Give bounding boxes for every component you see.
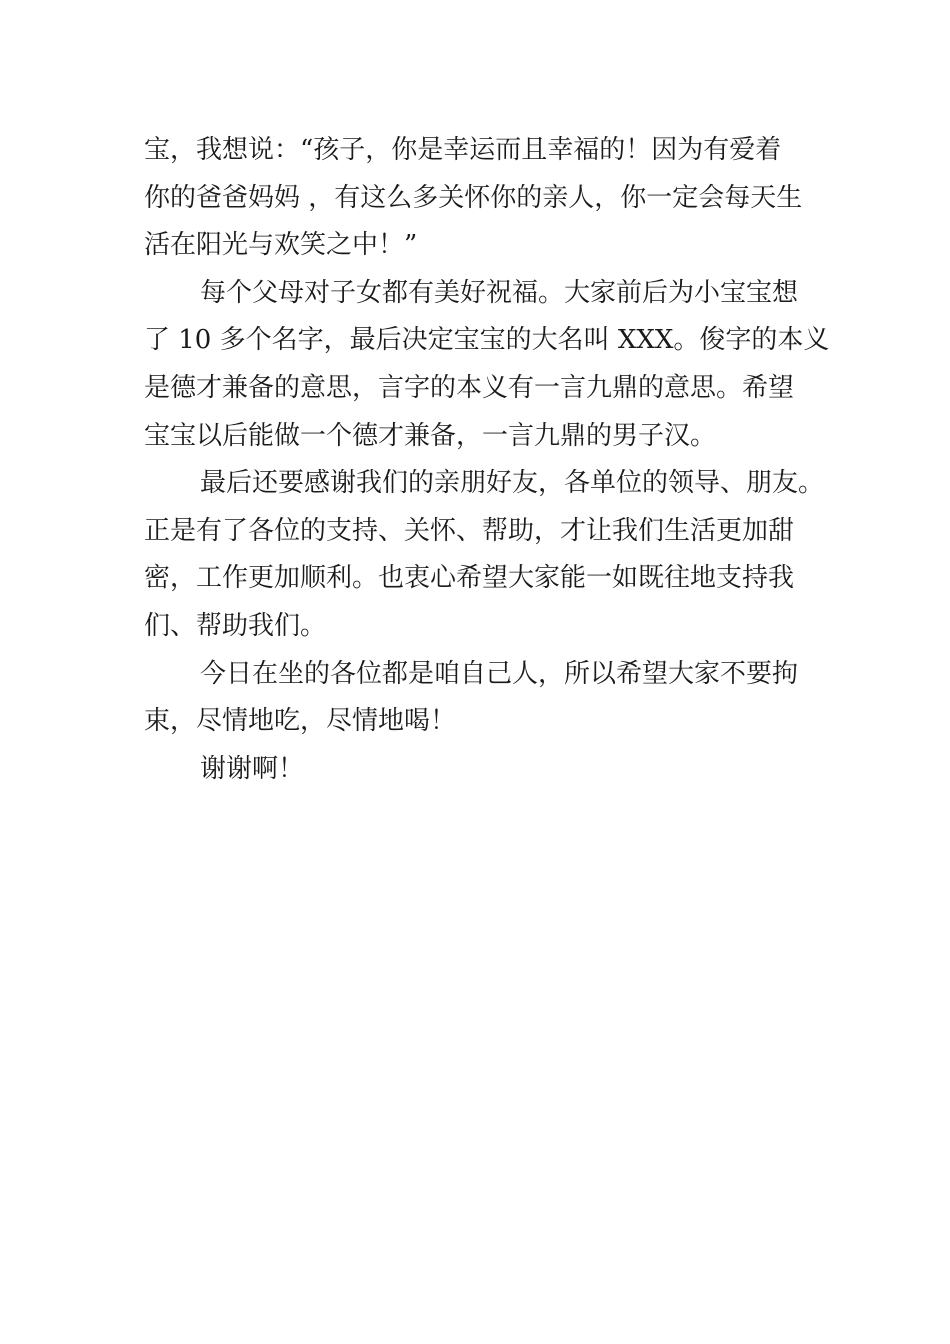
text-line: 们、帮助我们。 (144, 610, 327, 641)
text-line: 每个父母对子女都有美好祝福。大家前后为小宝宝想 (200, 277, 799, 308)
text-line: 最后还要感谢我们的亲朋好友，各单位的领导、朋友。 (200, 468, 825, 499)
paragraph-naming (144, 270, 834, 460)
text-line: 谢谢啊！ (200, 753, 305, 784)
text-line: 活在阳光与欢笑之中！” (144, 230, 418, 261)
text-line: 宝宝以后能做一个德才兼备，一言九鼎的男子汉。 (144, 420, 717, 451)
text-line: 了 10 多个名字，最后决定宝宝的大名叫 XXX。俊字的本义 (144, 325, 830, 356)
document-body (144, 127, 834, 793)
text-line: 正是有了各位的支持、关怀、帮助，才让我们生活更加甜 (144, 515, 795, 546)
text-line: 你的爸爸妈妈 ，有这么多关怀你的亲人，你一定会每天生 (144, 182, 803, 213)
paragraph-thanks (144, 460, 834, 650)
text-line: 密，工作更加顺利。也衷心希望大家能一如既往地支持我 (144, 563, 795, 594)
paragraph-closing (144, 746, 834, 794)
text-line: 束，尽情地吃，尽情地喝！ (144, 706, 457, 737)
text-line: 今日在坐的各位都是咱自己人，所以希望大家不要拘 (200, 658, 799, 689)
paragraph-blessing (144, 127, 834, 270)
text-line: 宝，我想说：“孩子，你是幸运而且幸福的！因为有爱着 (144, 135, 782, 165)
paragraph-invitation (144, 651, 834, 746)
text-line: 是德才兼备的意思，言字的本义有一言九鼎的意思。希望 (144, 372, 795, 403)
